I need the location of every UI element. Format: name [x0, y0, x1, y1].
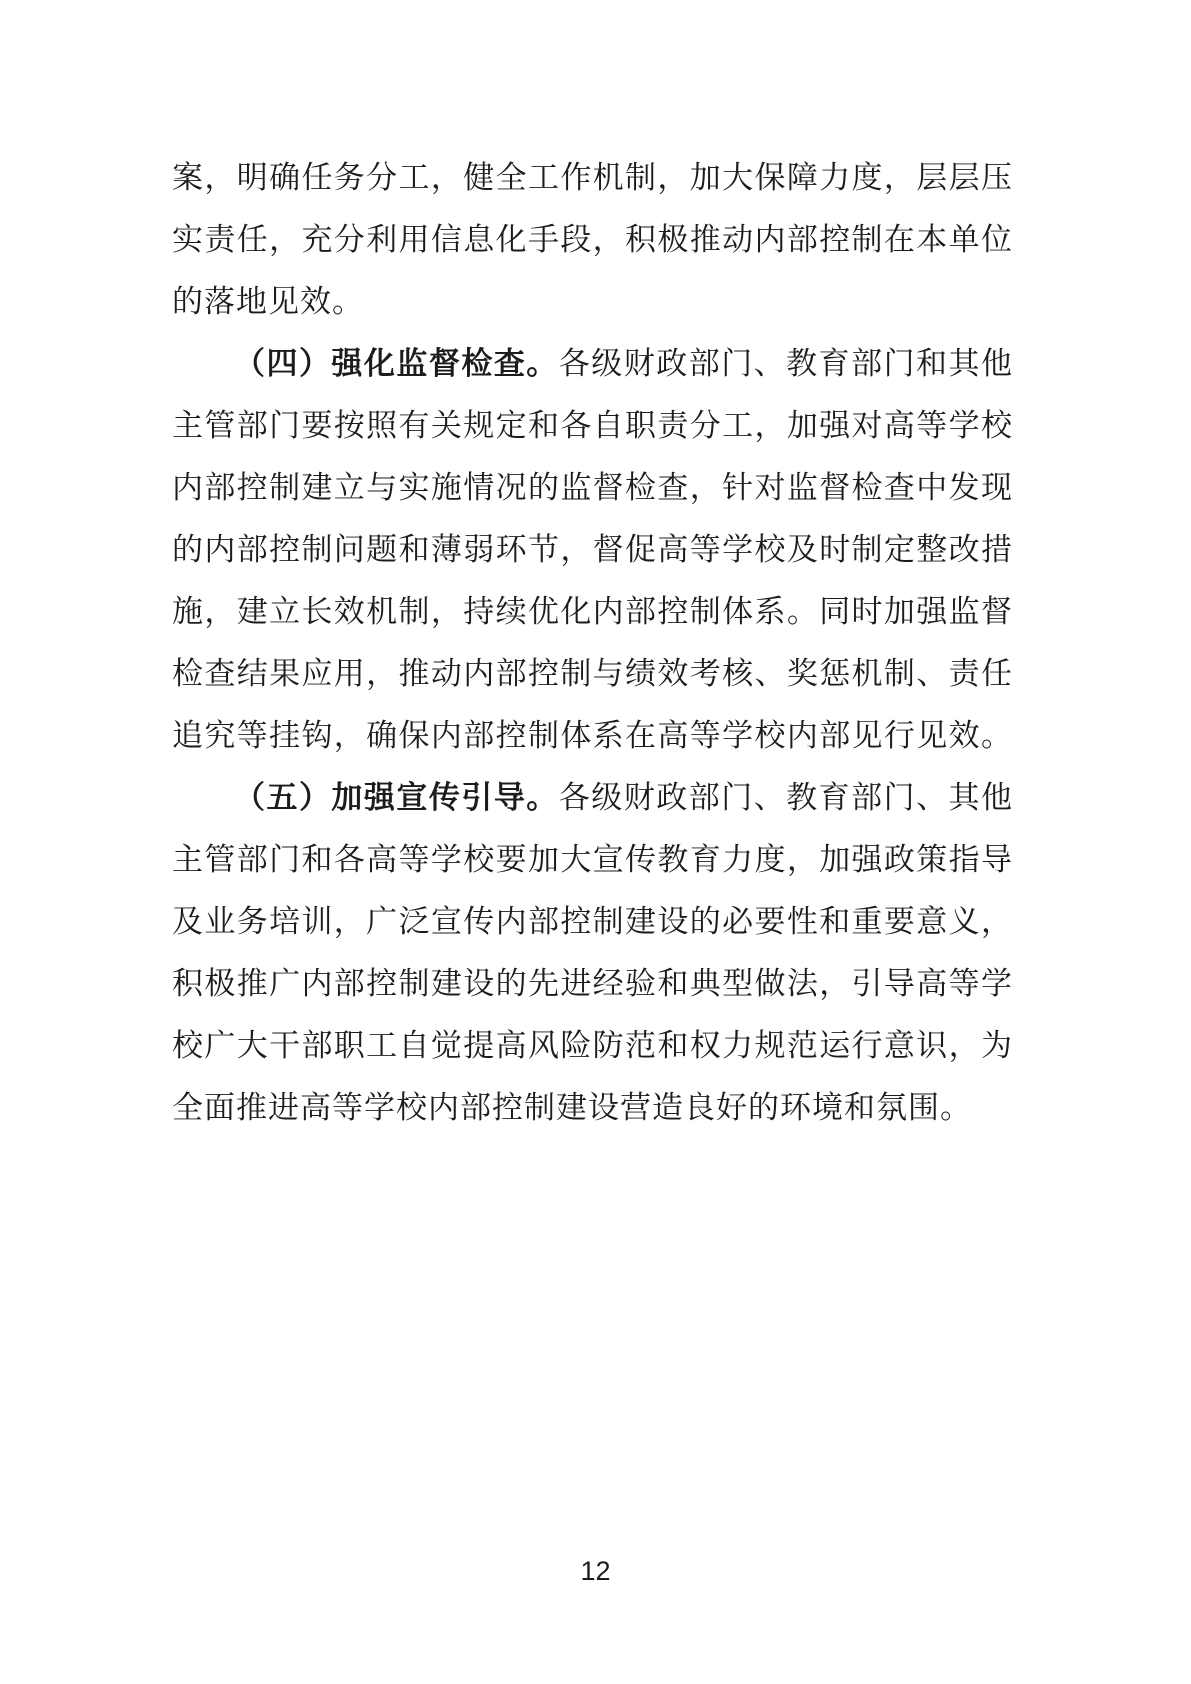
text-line: 的落地见效。	[172, 284, 364, 319]
text-line: 积极推广内部控制建设的先进经验和典型做法，引导高等学	[172, 966, 1013, 1001]
text-line: 全面推进高等学校内部控制建设营造良好的环境和氛围。	[172, 1090, 972, 1125]
text-line: 校广大干部职工自觉提高风险防范和权力规范运行意识，为	[172, 1028, 1013, 1063]
text-block	[172, 147, 1013, 1139]
text-line: 主管部门和各高等学校要加大宣传教育力度，加强政策指导	[172, 842, 1013, 877]
text-line: 的内部控制问题和薄弱环节，督促高等学校及时制定整改措	[172, 532, 1013, 567]
text-line: （四）强化监督检查。各级财政部门、教育部门和其他	[234, 346, 1013, 381]
text-line: 及业务培训，广泛宣传内部控制建设的必要性和重要意义，	[172, 904, 1013, 939]
text-line: 实责任，充分利用信息化手段，积极推动内部控制在本单位	[172, 222, 1013, 257]
text-line: 施，建立长效机制，持续优化内部控制体系。同时加强监督	[172, 594, 1013, 629]
text-line: 检查结果应用，推动内部控制与绩效考核、奖惩机制、责任	[172, 656, 1013, 691]
text-line: 案，明确任务分工，健全工作机制，加大保障力度，层层压	[172, 160, 1013, 195]
text-line: 主管部门要按照有关规定和各自职责分工，加强对高等学校	[172, 408, 1013, 443]
section-heading: （五）加强宣传引导。	[234, 780, 559, 815]
page-number: 12	[580, 1556, 611, 1586]
text-line: 追究等挂钩，确保内部控制体系在高等学校内部见行见效。	[172, 718, 1013, 753]
text-line: （五）加强宣传引导。各级财政部门、教育部门、其他	[234, 780, 1013, 815]
section-heading: （四）强化监督检查。	[234, 346, 559, 381]
text-line: 内部控制建立与实施情况的监督检查，针对监督检查中发现	[172, 470, 1013, 505]
